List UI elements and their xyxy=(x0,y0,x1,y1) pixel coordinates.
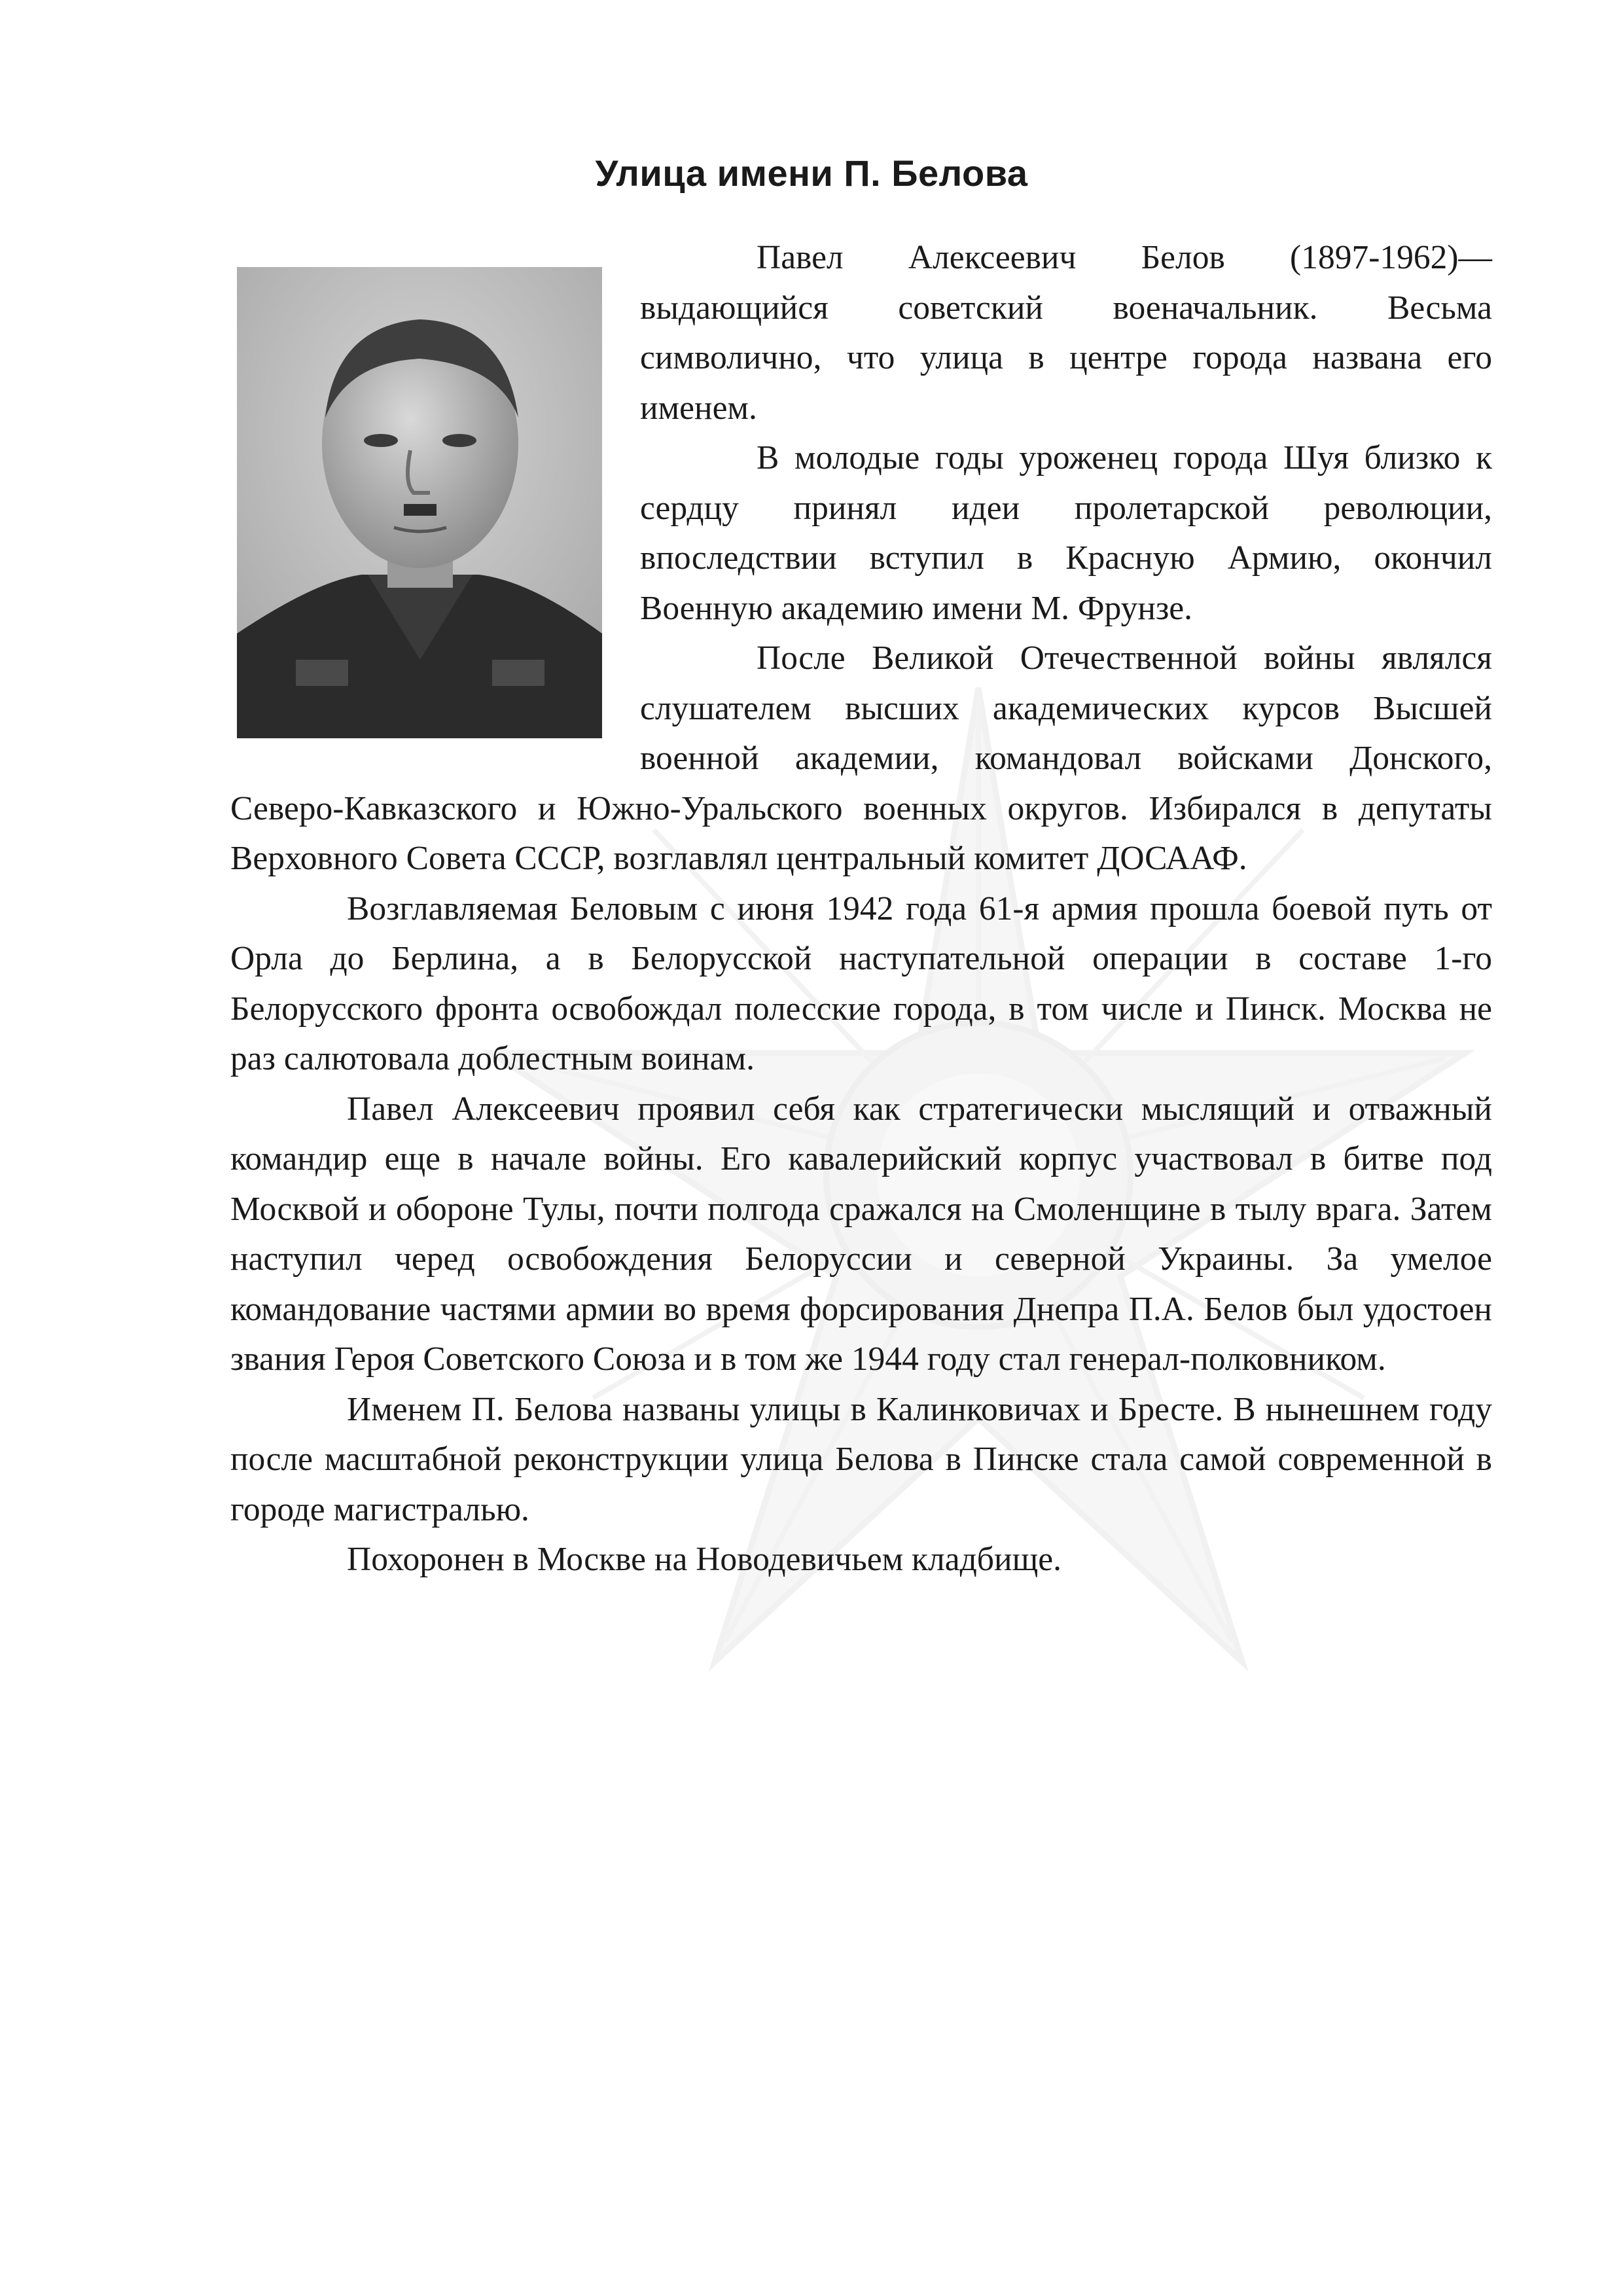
page-title: Улица имени П. Белова xyxy=(595,152,1028,194)
paragraph-1: Павел Алексеевич Белов (1897-1962)— выдающийся советский военачальник. Весьма символично, что улица в центре города названа его именем. xyxy=(640,239,1492,427)
body-text xyxy=(230,233,1492,1585)
photo-wrap-space xyxy=(230,233,640,753)
paragraph-7: Похоронен в Москве на Новодевичьем кладбище. xyxy=(347,1541,1061,1578)
paragraph-4: Возглавляемая Беловым с июня 1942 года 61-я армия прошла боевой путь от Орла до Берлина, а в Белорусской наступательной операции в составе 1-го Белорусского фронта освобождал полесские города, в том числе и Пинск. Москва не раз салютовала доблестным воинам. xyxy=(230,889,1492,1077)
paragraph-5: Павел Алексеевич проявил себя как стратегически мыслящий и отважный командир еще в начале войны. Его кавалерийский корпус участвовал в битве под Москвой и обороне Тулы, почти полгода сражался на Смоленщине в тылу врага. Затем наступил черед освобождения Белоруссии и северной Украины. За умелое командование частями армии во время форсирования Днепра П.А. Белов был удостоен звания Героя Советского Союза и в том же 1944 году стал генерал-полковником. xyxy=(230,1090,1492,1378)
paragraph-2: В молодые годы уроженец города Шуя близко к сердцу принял идеи пролетарской революции, впоследствии вступил в Красную Армию, окончил Военную академию имени М. Фрунзе. xyxy=(640,439,1492,627)
paragraph-3: После Великой Отечественной войны являлся слушателем высших академических курсов Высшей военной академии, командовал войсками Донского, Северо-Кавказского и Южно-Уральского военных округов. Избирался в депутаты Верховного Совета СССР, возглавлял центральный комитет ДОСААФ. xyxy=(230,639,1492,877)
paragraph-6: Именем П. Белова названы улицы в Калинковичах и Бресте. В нынешнем году после масштабной реконструкции улица Белова в Пинске стала самой современной в городе магистралью. xyxy=(230,1390,1492,1528)
